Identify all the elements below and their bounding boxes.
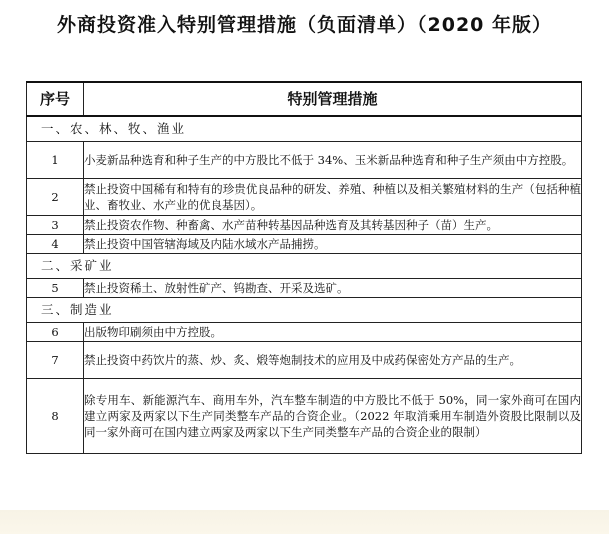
header-special-measures: 特别管理措施: [84, 82, 582, 116]
table-row: [27, 216, 582, 235]
table-row: [27, 235, 582, 254]
section-label: 三、制造业: [27, 298, 582, 323]
row-measure: 除专用车、新能源汽车、商用车外，汽车整车制造的中方股比不低于 50%，同一家外商可在国内建立两家及两家以下生产同类整车产品的合资企业。（2022 年取消乘用车制造外资股比限制以及同一家外商可在国内建立两家及两家以下生产同类整车产品的合资企业的限制）: [84, 379, 582, 454]
table-row: [27, 142, 582, 179]
section-row-manufacturing: [27, 298, 582, 323]
document-title: 外商投资准入特别管理措施（负面清单）（2020 年版）: [57, 14, 552, 36]
negative-list-table: [26, 81, 582, 454]
section-label: 二、采矿业: [27, 254, 582, 279]
row-measure: 小麦新品种选育和种子生产的中方股比不低于 34%、玉米新品种选育和种子生产须由中方控股。: [84, 142, 582, 179]
table-row: [27, 179, 582, 216]
header-serial-number: 序号: [27, 82, 84, 116]
row-number: 5: [27, 279, 84, 298]
section-row-agriculture: [27, 116, 582, 142]
row-number: 7: [27, 342, 84, 379]
row-number: 6: [27, 323, 84, 342]
page-bottom-edge: [0, 510, 609, 534]
table-row: [27, 323, 582, 342]
row-measure: 禁止投资中国管辖海域及内陆水域水产品捕捞。: [84, 235, 582, 254]
row-number: 1: [27, 142, 84, 179]
section-label: 一、农、林、牧、渔业: [27, 116, 582, 142]
row-number: 4: [27, 235, 84, 254]
row-measure: 禁止投资中国稀有和特有的珍贵优良品种的研发、养殖、种植以及相关繁殖材料的生产（包括种植业、畜牧业、水产业的优良基因）。: [84, 179, 582, 216]
row-measure: 禁止投资农作物、种畜禽、水产苗种转基因品种选育及其转基因种子（苗）生产。: [84, 216, 582, 235]
table-header-row: [27, 82, 582, 116]
row-number: 8: [27, 379, 84, 454]
table-row: [27, 342, 582, 379]
table-row: [27, 279, 582, 298]
row-measure: 出版物印刷须由中方控股。: [84, 323, 582, 342]
row-number: 2: [27, 179, 84, 216]
table-row: [27, 379, 582, 454]
section-row-mining: [27, 254, 582, 279]
row-measure: 禁止投资中药饮片的蒸、炒、炙、煅等炮制技术的应用及中成药保密处方产品的生产。: [84, 342, 582, 379]
row-number: 3: [27, 216, 84, 235]
row-measure: 禁止投资稀土、放射性矿产、钨勘查、开采及选矿。: [84, 279, 582, 298]
